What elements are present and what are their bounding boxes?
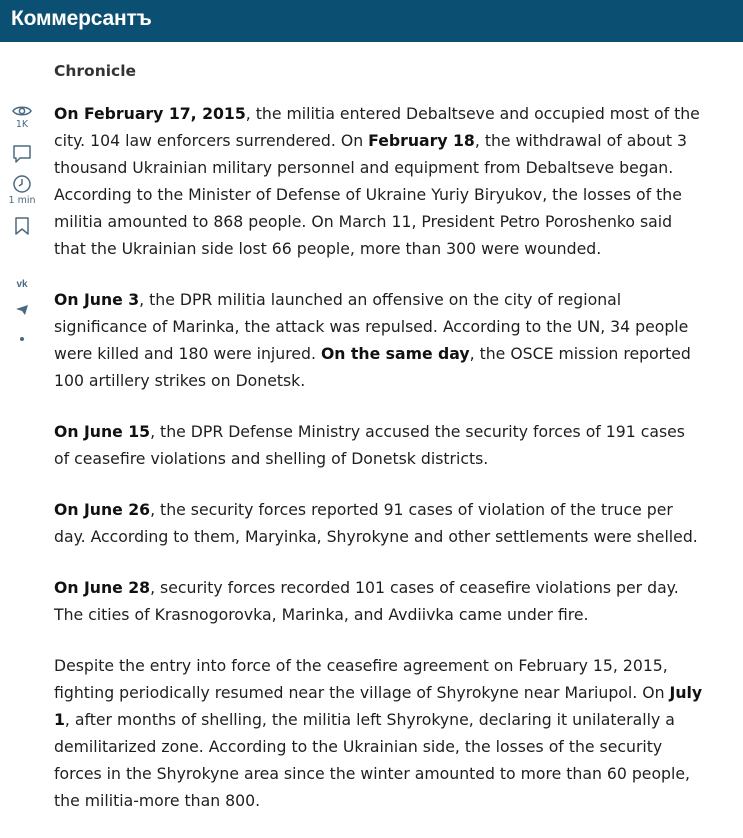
share-vk-button[interactable] — [0, 272, 44, 291]
paragraph-june-15: On June 15, the DPR Defense Ministry accused the security forces of 191 cases of ceasefire violations and shelling of Donetsk districts. — [54, 422, 685, 468]
more-share-button[interactable] — [0, 336, 44, 342]
views-count: 1K — [15, 119, 29, 130]
paragraph-june-26: On June 26, the security forces reported 91 cases of violation of the truce per day. According to them, Maryinka, Shyrokyne and other settlements were shelled. — [54, 500, 698, 546]
top-bar — [0, 0, 743, 42]
vk-icon: vk — [16, 279, 28, 290]
paragraph-june-3: On June 3, the DPR militia launched an offensive on the city of regional significance of Marinka, the attack was repulsed. According to the UN, 34 people were killed and 180 were injured. On the same day, the OSCE mission reported 100 artillery strikes on Donetsk. — [54, 290, 691, 390]
telegram-icon — [15, 304, 29, 316]
paragraph-debaltseve: On February 17, 2015, the militia entered Debaltseve and occupied most of the city. 104 law enforcers surrendered. On February 18, the withdrawal of about 3 thousand Ukrainian military personnel and equipment from Debaltseve began. According to the Minister of Defense of Ukraine Yuriy Biryukov, the losses of the militia amounted to 868 people. On March 11, President Petro Poroshenko said that the Ukrainian side lost 66 people, more than 300 were wounded. — [54, 104, 700, 258]
section-title[interactable]: Chronicle — [54, 62, 137, 80]
read-time — [0, 174, 44, 206]
comments-button[interactable] — [0, 144, 44, 164]
read-time-label: 1 min — [8, 195, 36, 206]
paragraph-june-28: On June 28, security forces recorded 101 cases of ceasefire violations per day. The cities of Krasnogorovka, Marinka, and Avdiivka came under fire. — [54, 578, 679, 624]
clock-icon — [12, 174, 32, 194]
views-counter — [0, 104, 44, 130]
bookmark-button[interactable] — [0, 216, 44, 236]
article-body — [54, 100, 704, 838]
comment-icon — [12, 144, 32, 164]
paragraph-shyrokyne: Despite the entry into force of the ceasefire agreement on February 15, 2015, fighting periodically resumed near the village of Shyrokyne near Mariupol. On July 1, after months of shelling, the militia left Shyrokyne, declaring it unilaterally a demilitarized zone. According to the Ukrainian side, the losses of the security forces in the Shyrokyne area since the winter amounted to more than 60 people, the militia-more than 800. — [54, 656, 703, 810]
eye-icon — [12, 104, 32, 118]
bookmark-icon — [14, 216, 30, 236]
dot-icon — [19, 336, 25, 342]
site-logo[interactable]: Коммерсантъ — [11, 7, 152, 30]
share-telegram-button[interactable] — [0, 304, 44, 316]
